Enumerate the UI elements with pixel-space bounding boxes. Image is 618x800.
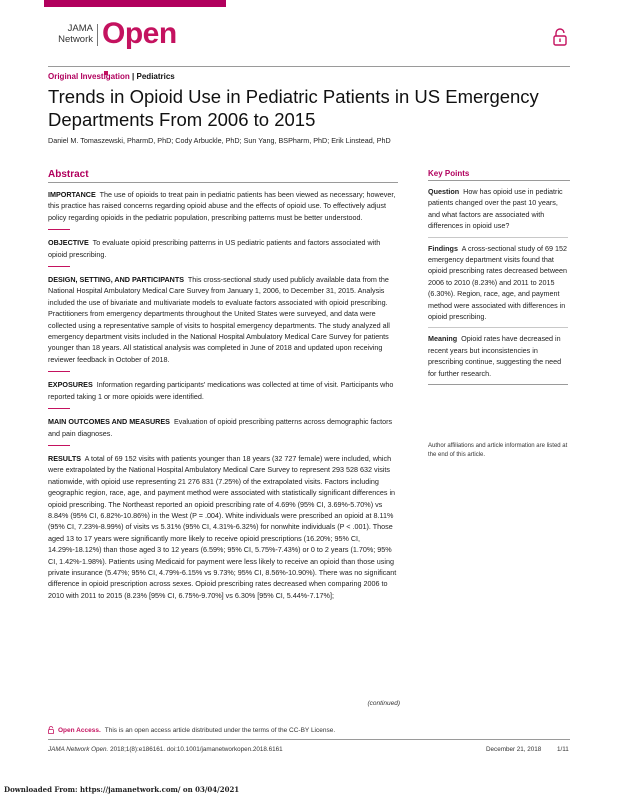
footer-rule xyxy=(48,739,570,740)
download-note: Downloaded From: https://jamanetwork.com/ on 03/04/2021 xyxy=(4,785,240,794)
abstract-section-outcomes xyxy=(48,416,400,439)
section-text: The use of opioids to treat pain in pediatric patients has been viewed as necessary; however, this practice has raised concerns regarding opioid abuse and the effects of opioid use. To effectively adjust policy regarding opioids in the pediatric population, prescribing patterns must be better understood. xyxy=(48,190,396,222)
key-point-label: Meaning xyxy=(428,334,458,344)
section-label: EXPOSURES xyxy=(48,380,93,390)
abstract-section-importance xyxy=(48,189,400,223)
article-type: Original Investigation xyxy=(48,72,130,81)
abstract-section-objective xyxy=(48,237,400,260)
logo-open-text: Open xyxy=(102,17,177,50)
key-point-text: How has opioid use in pediatric patients changed over the past 10 years, and what factors are associated with differences in opioid use? xyxy=(428,187,563,231)
section-text: Information regarding participants' medications was collected at time of visit. Participants who reported taking 1 or more opioids were identified. xyxy=(48,380,394,401)
citation-text[interactable]: 2018;1(8):e186161. doi:10.1001/jamanetworkopen.2018.6161 xyxy=(110,746,283,753)
page-number: 1/11 xyxy=(557,746,569,753)
key-points-end-rule xyxy=(428,384,568,385)
abstract-section-results xyxy=(48,453,400,601)
section-label: OBJECTIVE xyxy=(48,238,89,248)
abstract-heading: Abstract xyxy=(48,169,89,180)
article-title: Trends in Opioid Use in Pediatric Patients in US Emergency Departments From 2006 to 2015 xyxy=(48,86,539,130)
section-divider xyxy=(48,229,70,230)
abstract-body xyxy=(48,189,400,601)
footer-citation xyxy=(48,746,283,753)
key-point-meaning xyxy=(428,333,568,379)
section-label: MAIN OUTCOMES AND MEASURES xyxy=(48,417,170,427)
key-points-box xyxy=(428,186,568,385)
section-text: A total of 69 152 visits with patients younger than 18 years (32 727 female) were included, which were extrapolated by the National Hospital Ambulatory Medical Care Survey to represent 293 528 632 visits nationwide, with opioid use representing 21 276 831 (7.25%) of the extrapolated visits. Factors including geographic region, race, age, and payment method were associated with statistically significant differences in opioid prescribing. The Northeast reported an opioid prescribing rate of 4.69% (95% CI, 3.69%-5.70%) vs 8.84% (95% CI, 6.82%-10.86%) in the West (P = .004). White individuals were prescribed an opioid at 8.11% (95% CI, 7.23%-8.99%) of visits vs 5.31% (95% CI, 4.31%-6.32%) for nonwhite individuals (P < .001). Those aged 13 to 17 years were significantly more likely to receive opioid prescriptions (16.20%; 95% CI, 14.29%-18.12%) than those aged 3 to 12 years (6.59%; 95% CI, 5.75%-7.43%) or 0 to 2 years (1.70%; 95% CI, 1.42%-1.98%). Patients using Medicaid for payment were less likely to receive an opioid than those using private insurance (5.47%; 95% CI, 4.79%-6.15% vs 9.73%; 95% CI, 8.56%-10.90%). There was no significant difference in opioid prescription across sexes. Opioid prescribing rates decreased when comparing 2006 to 2010 with 2011 to 2015 (8.23% [95% CI, 6.75%-9.70%] vs 6.30% [95% CI, 5.44%-7.17%]; xyxy=(48,453,397,600)
author-affiliations-note: Author affiliations and article information are listed at the end of this article. xyxy=(428,443,568,458)
key-point-text: Opioid rates have decreased in recent years but inconsistencies in prescribing continue, suggesting the need for further research. xyxy=(428,334,562,378)
section-divider xyxy=(48,408,70,409)
logo-separator xyxy=(97,24,98,46)
section-text: Evaluation of opioid prescribing patterns across demographic factors and pain diagnoses. xyxy=(48,417,393,438)
logo-line-network: Network xyxy=(58,33,93,45)
author-list: Daniel M. Tomaszewski, PharmD, PhD; Cody Arbuckle, PhD; Sun Yang, BSPharm, PhD; Erik Linstead, PhD xyxy=(48,136,391,145)
key-point-text: A cross-sectional study of 69 152 emergency department visits found that opioid prescribing rates decreased between 2006 to 2010 (8.23%) and 2011 to 2015 (6.30%). Region, race, age, and payment method were associated with differences in opioid prescribing. xyxy=(428,243,568,322)
key-point-question xyxy=(428,186,568,232)
key-point-divider xyxy=(428,237,568,238)
logo-wordmark xyxy=(47,24,93,45)
kicker-separator: | xyxy=(132,72,135,81)
open-access-notice xyxy=(48,726,335,734)
key-point-divider xyxy=(428,327,568,328)
section-text: To evaluate opioid prescribing patterns in US pediatric patients and factors associated with opioid prescribing. xyxy=(48,238,381,259)
open-access-icon xyxy=(48,726,54,734)
section-label: RESULTS xyxy=(48,453,82,463)
article-kicker xyxy=(48,72,175,81)
section-divider xyxy=(48,445,70,446)
section-divider xyxy=(48,266,70,267)
key-point-label: Findings xyxy=(428,243,458,253)
abstract-rule xyxy=(48,182,398,183)
key-points-heading: Key Points xyxy=(428,169,470,178)
publication-date: December 21, 2018 xyxy=(486,746,542,753)
logo-line-jama: JAMA xyxy=(67,23,93,34)
section-label: DESIGN, SETTING, AND PARTICIPANTS xyxy=(48,275,185,285)
key-point-findings xyxy=(428,243,568,323)
key-point-label: Question xyxy=(428,187,460,196)
open-lock-icon[interactable] xyxy=(553,28,567,46)
header-rule xyxy=(48,66,570,67)
section-text: This cross-sectional study used publicly available data from the National Hospital Ambulatory Medical Care Survey from January 1, 2006, to December 31, 2015. Analysis included the use of bivariate and multivariate models to evaluate factors associated with opioid prescribing. Practitioners from emergency departments throughout the United States were surveyed, and data were collected using a representative sample of visits to hospital emergency departments. The study analyzed all emergency department visits included in the National Hospital Ambulatory Medical Care Survey for patients younger than 18 years. All statistical analysis was completed in June of 2018 and updated upon receiving reviewer feedback in October of 2018. xyxy=(48,275,390,364)
continued-note: (continued) xyxy=(367,700,400,707)
journal-name: JAMA Network Open. xyxy=(48,746,109,753)
abstract-section-design xyxy=(48,274,400,365)
brand-color-bar xyxy=(44,0,226,7)
open-access-label[interactable]: Open Access. xyxy=(58,726,101,734)
abstract-section-exposures xyxy=(48,379,400,402)
section-label: IMPORTANCE xyxy=(48,190,96,199)
article-section: Pediatrics xyxy=(136,72,175,81)
open-access-text: This is an open access article distributed under the terms of the CC-BY License. xyxy=(104,726,336,734)
key-points-rule xyxy=(428,180,570,181)
section-divider xyxy=(48,371,70,372)
